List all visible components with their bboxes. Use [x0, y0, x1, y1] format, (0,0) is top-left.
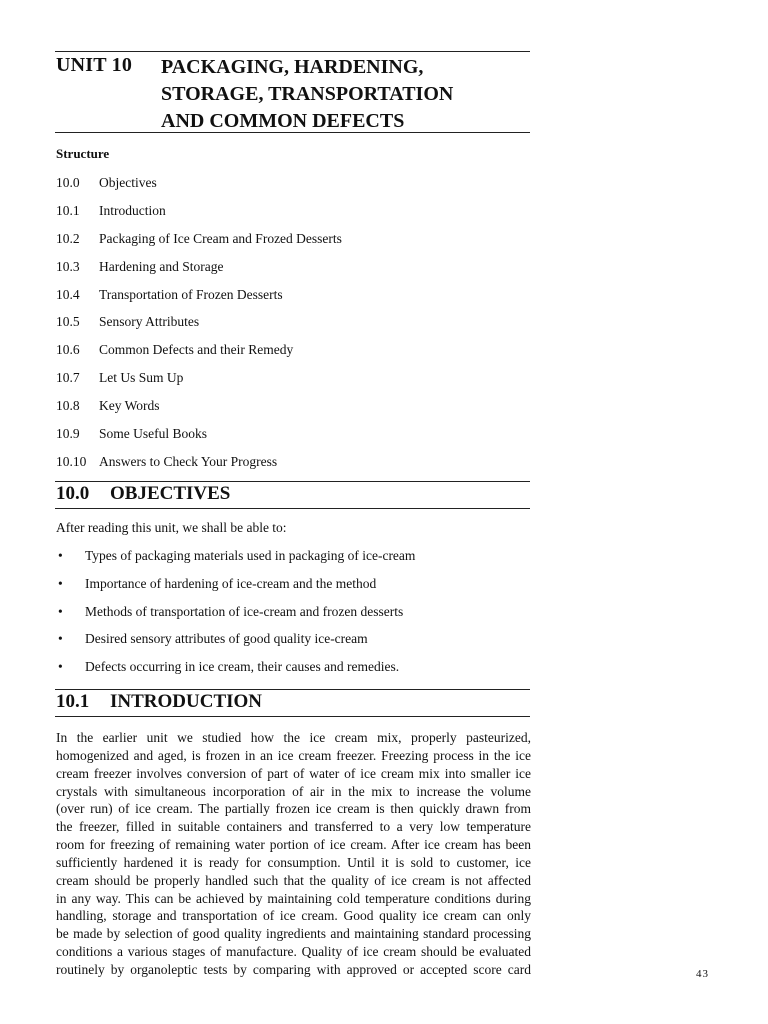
toc-label: Transportation of Frozen Desserts [99, 286, 283, 302]
top-rule [55, 51, 530, 52]
toc-number: 10.4 [56, 286, 80, 302]
toc-number: 10.2 [56, 230, 80, 246]
structure-heading: Structure [56, 146, 110, 161]
objectives-bottom-rule [55, 508, 530, 509]
paragraph-line: (over run) of ice cream. The partially frozen ice cream is then quickly drawn from [56, 801, 531, 817]
toc-label: Hardening and Storage [99, 258, 224, 274]
paragraph-line: cream should be properly handled such that the quality of ice cream is not affected [56, 872, 531, 888]
toc-label: Answers to Check Your Progress [99, 453, 278, 469]
paragraph-line: In the earlier unit we studied how the ice cream mix, properly pasteurized, [56, 730, 531, 745]
objectives-heading [56, 483, 230, 505]
toc-number: 10.8 [56, 398, 80, 414]
introduction-number: 10.1 [56, 691, 90, 712]
unit-title [161, 54, 453, 135]
introduction-bottom-rule [55, 716, 530, 717]
bullet-icon: • [58, 659, 63, 675]
paragraph-line: crystals with simultaneous incorporation of air in the mix to increase the volume [56, 783, 531, 799]
toc-label: Sensory Attributes [99, 314, 200, 330]
toc-label: Let Us Sum Up [99, 370, 184, 386]
objective-text: Desired sensory attributes of good quality ice-cream [85, 631, 368, 647]
toc-number: 10.7 [56, 370, 80, 386]
paragraph-line: room for freezing of remaining water portion of ice cream. After ice cream has been [56, 837, 531, 853]
toc-label: Common Defects and their Remedy [99, 342, 294, 358]
toc-number: 10.5 [56, 314, 80, 330]
unit-title-line: PACKAGING, HARDENING, [161, 56, 424, 78]
introduction-heading [56, 691, 262, 713]
toc-label: Objectives [99, 175, 157, 190]
bullet-icon: • [58, 548, 63, 563]
paragraph-line: be made by selection of good quality ingredients and maintaining standard processing [56, 926, 531, 942]
paragraph-line: sufficiently hardened it is ready for consumption. Until it is sold to customer, ice [56, 854, 531, 870]
unit-title-line: STORAGE, TRANSPORTATION [161, 83, 454, 105]
toc-number: 10.1 [56, 202, 80, 218]
page-number: 43 [696, 968, 709, 980]
unit-title-line: AND COMMON DEFECTS [161, 110, 405, 132]
introduction-paragraph [56, 729, 531, 979]
toc-number: 10.9 [56, 426, 80, 442]
paragraph-line: handling, storage and transportation of ice cream. Good quality ice cream can only [56, 908, 531, 924]
introduction-top-rule [55, 689, 530, 690]
unit-number: UNIT 10 [56, 54, 133, 76]
objectives-intro: After reading this unit, we shall be able to: [56, 520, 287, 535]
introduction-title: INTRODUCTION [110, 691, 263, 712]
objective-text: Types of packaging materials used in packaging of ice-cream [85, 548, 416, 563]
toc-label: Key Words [99, 398, 160, 414]
paragraph-line: routinely by organoleptic tests by comparing with approved or accepted score card [56, 961, 531, 977]
paragraph-line: the freezer, filled in suitable containers and transferred to a very low temperature [56, 819, 531, 835]
toc-number: 10.3 [56, 258, 80, 274]
bullet-icon: • [58, 631, 63, 647]
toc-label: Introduction [99, 202, 166, 218]
objectives-top-rule [55, 481, 530, 482]
bullet-icon: • [58, 575, 63, 591]
paragraph-line: cream freezer involves conversion of part of water of ice cream mix into smaller ice [56, 765, 531, 781]
toc-number: 10.0 [56, 175, 80, 190]
unit-bottom-rule [55, 132, 530, 133]
toc-number: 10.6 [56, 342, 80, 358]
paragraph-line: in any way. This can be achieved by maintaining cold temperature conditions during [56, 890, 531, 906]
bullet-icon: • [58, 603, 63, 619]
paragraph-line: conditions a various stages of manufacture. Quality of ice cream should be evaluated [56, 944, 531, 960]
paragraph-line: homogenized and aged, is frozen in an ice cream freezer. Freezing process in the ice [56, 747, 531, 763]
objective-text: Methods of transportation of ice-cream and frozen desserts [85, 603, 404, 619]
objective-text: Importance of hardening of ice-cream and the method [85, 575, 377, 591]
toc-label: Some Useful Books [99, 426, 207, 442]
toc-label: Packaging of Ice Cream and Frozed Desserts [99, 230, 342, 246]
objective-text: Defects occurring in ice cream, their causes and remedies. [85, 659, 400, 675]
objectives-number: 10.0 [56, 483, 90, 504]
toc-number: 10.10 [56, 453, 87, 469]
objectives-title: OBJECTIVES [110, 483, 231, 504]
